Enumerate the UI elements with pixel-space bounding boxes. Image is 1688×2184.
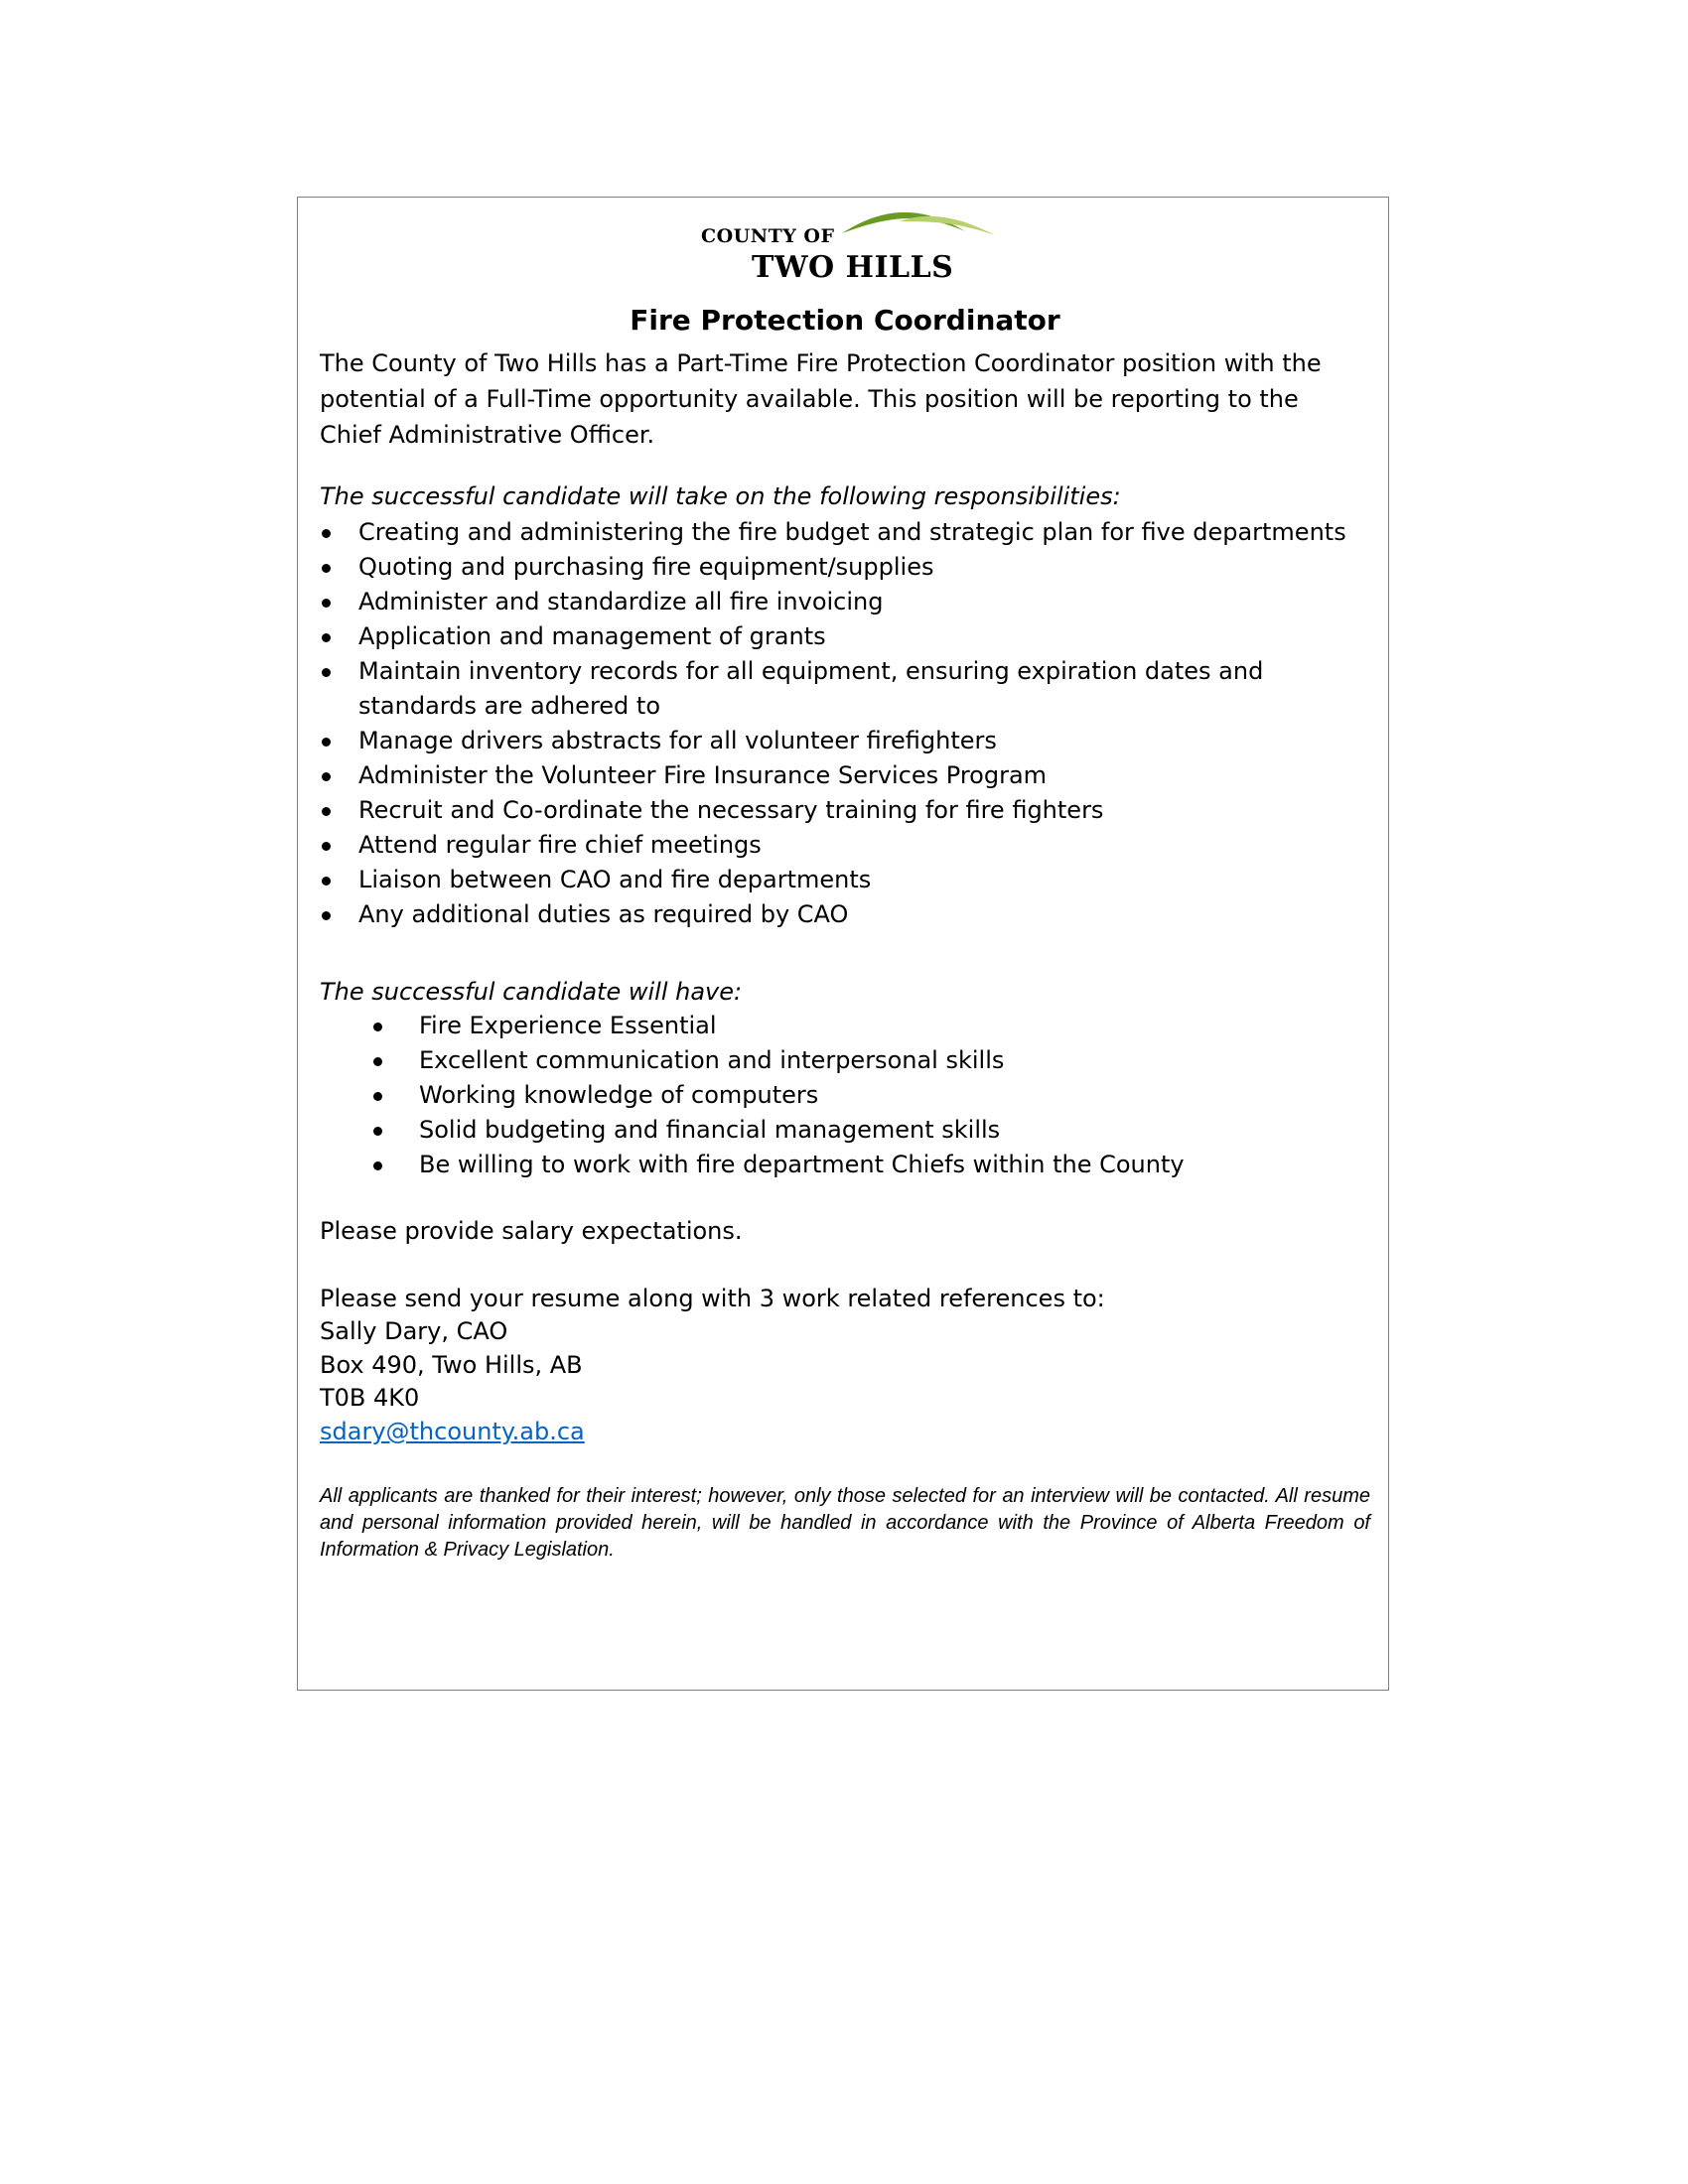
contact-email-link[interactable]: sdary@thcounty.ab.ca [320,1418,585,1445]
logo-county-of-text: COUNTY OF [701,225,835,247]
list-item: Recruit and Co-ordinate the necessary training for fire fighters [320,793,1351,828]
list-item: Application and management of grants [320,619,1351,654]
contact-address: Box 490, Two Hills, AB [320,1351,583,1379]
responsibilities-list [320,515,1351,932]
bullet-icon [322,599,331,608]
list-item: Excellent communication and interpersonal skills [320,1043,1185,1078]
list-item: Manage drivers abstracts for all volunteer firefighters [320,724,1351,758]
disclaimer-text: All applicants are thanked for their interest; however, only those selected for an interview will be contacted. All resume and personal information provided herein, will be handled in accordance with the Province of Alberta Freedom of Information & Privacy Legislation. [320,1485,1370,1561]
list-item: Quoting and purchasing fire equipment/supplies [320,550,1351,585]
bullet-icon [322,564,331,573]
contact-postal-code: T0B 4K0 [320,1384,420,1412]
list-item: Working knowledge of computers [320,1078,1185,1113]
bullet-icon [373,1057,382,1066]
bullet-icon [322,738,331,747]
list-item: Creating and administering the fire budget and strategic plan for five departments [320,515,1351,550]
bullet-icon [322,877,331,886]
bullet-icon [322,842,331,851]
list-item: Be willing to work with fire department Chiefs within the County [320,1148,1185,1182]
list-item: Solid budgeting and financial management skills [320,1113,1185,1148]
county-logo [695,204,1013,303]
contact-name: Sally Dary, CAO [320,1317,508,1345]
contact-intro: Please send your resume along with 3 work related references to: [320,1285,1105,1312]
list-item: Maintain inventory records for all equipment, ensuring expiration dates and standards are adhered to [320,654,1351,724]
bullet-icon [373,1161,382,1170]
list-item: Any additional duties as required by CAO [320,897,1351,932]
page-title: Fire Protection Coordinator [630,304,1060,337]
salary-note: Please provide salary expectations. [320,1217,743,1245]
list-item: Fire Experience Essential [320,1009,1185,1043]
bullet-icon [322,772,331,781]
qualifications-list [320,1009,1185,1182]
bullet-icon [322,807,331,816]
bullet-icon [322,529,331,538]
qualifications-heading: The successful candidate will have: [320,978,743,1006]
list-item: Attend regular fire chief meetings [320,828,1351,863]
bullet-icon [322,633,331,642]
logo-two-hills-text: TWO HILLS [752,250,954,285]
bullet-icon [322,911,331,920]
bullet-icon [373,1023,382,1031]
list-item: Administer the Volunteer Fire Insurance Services Program [320,758,1351,793]
bullet-icon [373,1127,382,1136]
bullet-icon [322,668,331,677]
list-item: Liaison between CAO and fire departments [320,863,1351,897]
intro-paragraph: The County of Two Hills has a Part-Time Fire Protection Coordinator position with the potential of a Full-Time opportunity available. This position will be reporting to the Chief Administrative Officer. [320,349,1322,449]
bullet-icon [373,1092,382,1101]
responsibilities-heading: The successful candidate will take on the following responsibilities: [320,482,1121,510]
list-item: Administer and standardize all fire invoicing [320,585,1351,619]
